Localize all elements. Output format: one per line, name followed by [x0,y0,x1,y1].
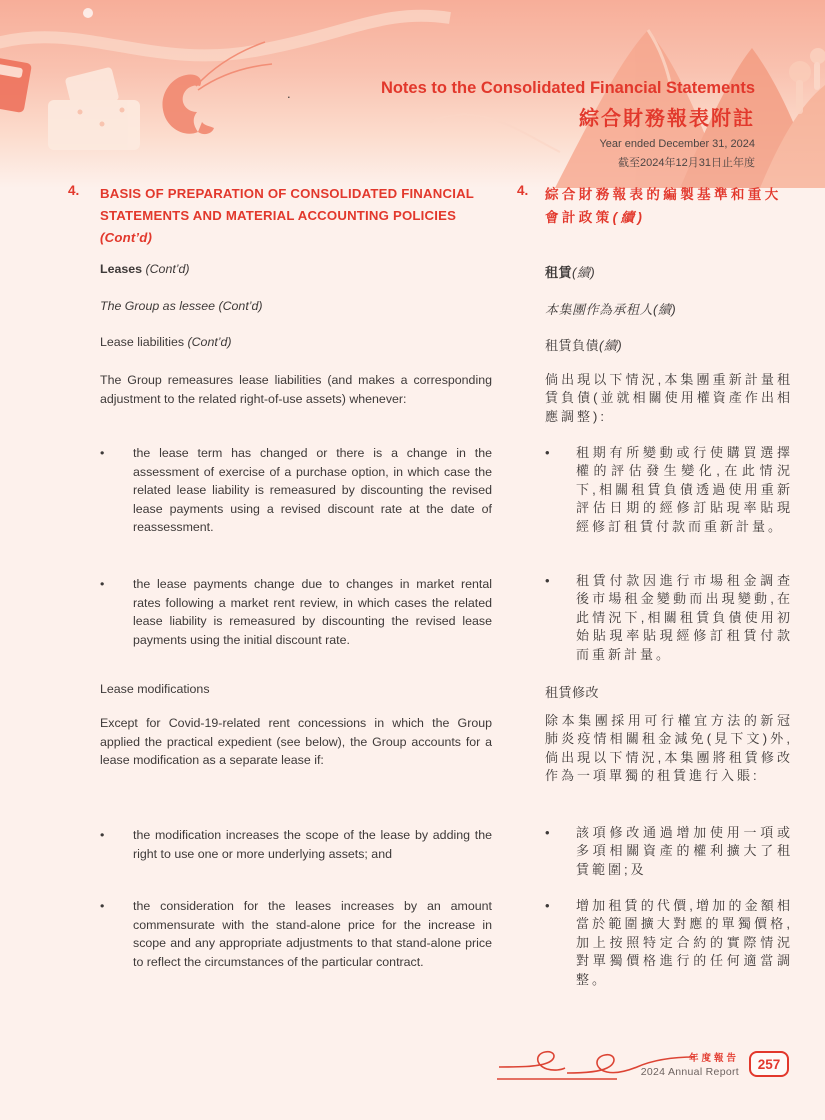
subheading-leases-en-contd: (Cont’d) [145,262,190,276]
section-heading-en-text: BASIS OF PREPARATION OF CONSOLIDATED FINANCIAL STATEMENTS AND MATERIAL ACCOUNTING POLICIES [100,186,474,223]
bullet-marker: • [100,899,105,913]
bullet-consideration-en [100,897,492,971]
bullet-marker: • [100,577,105,591]
bullet-consideration-zh-text: 增加租賃的代價,增加的金額相當於範圍擴大對應的單獨價格,加上按照特定合約的實際情況對單獨價格進行的任何適當調整。 [576,898,793,987]
bullet-marker: • [545,825,553,840]
header-period-zh: 截至2024年12月31日止年度 [618,157,755,169]
bullet-scope-en [100,826,492,863]
subheading-modifications-zh: 租賃修改 [545,685,600,700]
bullet-scope-en-text: the modification increases the scope of the lease by adding the right to use one or more underlying assets; and [133,828,492,861]
footer-report-en: 2024 Annual Report [640,1066,739,1078]
header-title-zh: 綜合財務報表附註 [579,108,755,130]
subheading-leases-zh [545,262,793,281]
header-title-en: Notes to the Consolidated Financial Statements [380,79,755,97]
subheading-leases-zh-contd: (續) [572,265,596,280]
bullet-marker: • [545,445,553,460]
dot-decoration [83,8,93,18]
section-heading-zh-contd: (續) [612,210,646,225]
bullet-lease-term-en [100,444,492,537]
bullet-lease-term-zh-text: 租期有所變動或行使購買選擇權的評估發生變化,在此情況下,相關租賃負債透過使用重新評估日期的經修訂貼現率貼現經修訂租賃付款而重新計量。 [576,445,793,534]
section-heading-en-contd: (Cont’d) [100,230,153,245]
subheading-lessee-en: The Group as lessee (Cont’d) [100,299,263,313]
header-period-en: Year ended December 31, 2024 [599,138,755,150]
paragraph-remeasure-en: The Group remeasures lease liabilities (and makes a corresponding adjustment to the related right-of-use assets) whenever: [100,373,492,406]
subheading-modifications-en: Lease modifications [100,682,210,696]
bullet-marker: • [545,573,553,588]
bullet-consideration-en-text: the consideration for the leases increases by an amount commensurate with the stand-alone price for the increase in scope and any appropriate adjustments to that stand-alone price to reflect the circumstances of the particular contract. [133,899,492,969]
bullet-lease-term-en-text: the lease term has changed or there is a change in the assessment of exercise of a purchase option, in which case the related lease liability is remeasured by discounting the revised lease payments using a revised discount rate at the date of reassessment. [133,446,492,534]
footer-report-label [641,1050,739,1078]
bullet-market-rent-en [100,575,492,649]
footer-report-zh: 年度報告 [688,1053,739,1064]
bullet-lease-term-zh [545,444,793,536]
tofu-cubes-decoration [48,67,140,150]
bullet-scope-zh-text: 該項修改通過增加使用一項或多項相關資產的權利擴大了租賃範圍;及 [576,825,793,877]
bullet-marker: • [100,446,105,460]
page-header [381,79,755,170]
subheading-lessee-zh: 本集團作為承租人(續) [545,302,677,317]
stray-period-mark: . [287,86,291,101]
bullet-market-rent-zh-text: 租賃付款因進行市場租金調查後市場租金變動而出現變動,在此情況下,相關租賃負債使用初始貼現率貼現經修訂租賃付款而重新計量。 [576,573,793,662]
paragraph-remeasure-zh: 倘出現以下情況,本集團重新計量租賃負債(並就相關使用權資產作出相應調整): [545,372,793,424]
subheading-liabilities-en-text: Lease liabilities [100,335,185,349]
bullet-market-rent-zh [545,572,793,664]
bullet-marker: • [545,898,553,913]
wave-ribbon-decoration [0,16,450,56]
subheading-leases-zh-text: 租賃 [545,265,573,280]
subheading-liabilities-zh [545,335,793,354]
page-number-badge: 257 [749,1051,789,1077]
subheading-leases-en-text: Leases [100,262,143,276]
section-heading-zh-text: 綜合財務報表的編製基準和重大會計政策 [545,187,782,225]
takeout-box-decoration [0,57,32,114]
bullet-consideration-zh [545,897,793,989]
bullet-market-rent-en-text: the lease payments change due to changes in market rental rates following a market rent review, in which cases the related lease liability is remeasured by discounting the revised lease payments using the initial discount rate. [133,577,492,647]
section-number-en: 4. [68,183,80,198]
subheading-liabilities-zh-contd: (續) [599,338,623,353]
bullet-scope-zh [545,824,793,879]
section-number-zh: 4. [517,183,529,198]
section-heading-en [100,183,492,249]
subheading-leases-en [100,262,492,276]
paragraph-covid-en: Except for Covid-19-related rent concessions in which the Group applied the practical expedient (see below), the Group accounts for a lease modification as a separate lease if: [100,716,492,767]
subheading-liabilities-zh-text: 租賃負債 [545,338,600,353]
paragraph-covid-zh: 除本集團採用可行權宜方法的新冠肺炎疫情相關租金減免(見下文)外,倘出現以下情況,本集團將租賃修改作為一項單獨的租賃進行入賬: [545,713,793,784]
bullet-marker: • [100,828,105,842]
subheading-liabilities-en [100,335,492,349]
section-heading-zh [545,183,793,229]
subheading-liabilities-en-contd: (Cont’d) [187,335,232,349]
